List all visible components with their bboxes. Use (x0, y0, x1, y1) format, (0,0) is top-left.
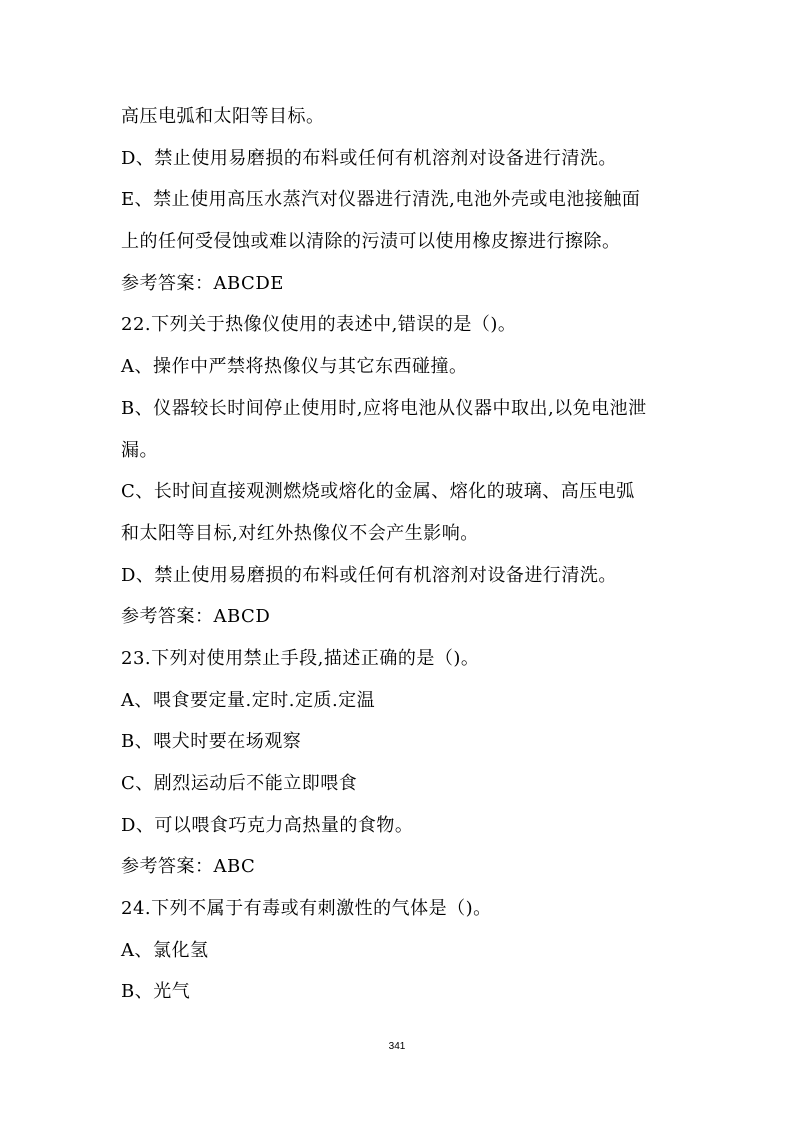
text-line: B、喂犬时要在场观察 (121, 731, 302, 753)
text-line: 参考答案：ABCDE (121, 272, 284, 294)
text-line: 24.下列不属于有毒或有刺激性的气体是（)。 (121, 898, 492, 920)
text-line: 参考答案：ABCD (121, 606, 271, 628)
text-line: 23.下列对使用禁止手段,描述正确的是（)。 (121, 647, 480, 669)
text-line: 22.下列关于热像仪使用的表述中,错误的是（)。 (121, 314, 517, 336)
text-line: 参考答案：ABC (121, 856, 256, 878)
text-line: C、剧烈运动后不能立即喂食 (121, 773, 358, 794)
text-line: D、禁止使用易磨损的布料或任何有机溶剂对设备进行清洗。 (121, 147, 617, 169)
text-line: B、光气 (121, 981, 191, 1003)
text-line: 上的任何受侵蚀或难以清除的污渍可以使用橡皮擦进行擦除。 (121, 231, 621, 253)
page-number: 341 (388, 1041, 406, 1052)
text-line: C、长时间直接观测燃烧或熔化的金属、熔化的玻璃、高压电弧 (121, 481, 635, 503)
text-line: E、禁止使用高压水蒸汽对仪器进行清洗,电池外壳或电池接触面 (121, 189, 641, 211)
text-line: 和太阳等目标,对红外热像仪不会产生影响。 (121, 522, 479, 544)
text-line: A、操作中严禁将热像仪与其它东西碰撞。 (121, 356, 468, 378)
text-line: B、仪器较长时间停止使用时,应将电池从仪器中取出,以免电池泄 (121, 397, 647, 419)
text-line: A、氯化氢 (121, 939, 209, 961)
document-body (121, 96, 681, 1013)
text-line: 高压电弧和太阳等目标。 (121, 106, 325, 127)
text-line: 漏。 (121, 439, 158, 461)
text-line: D、禁止使用易磨损的布料或任何有机溶剂对设备进行清洗。 (121, 564, 617, 586)
text-line: D、可以喂食巧克力高热量的食物。 (121, 814, 414, 836)
text-line: A、喂食要定量.定时.定质.定温 (121, 689, 376, 711)
